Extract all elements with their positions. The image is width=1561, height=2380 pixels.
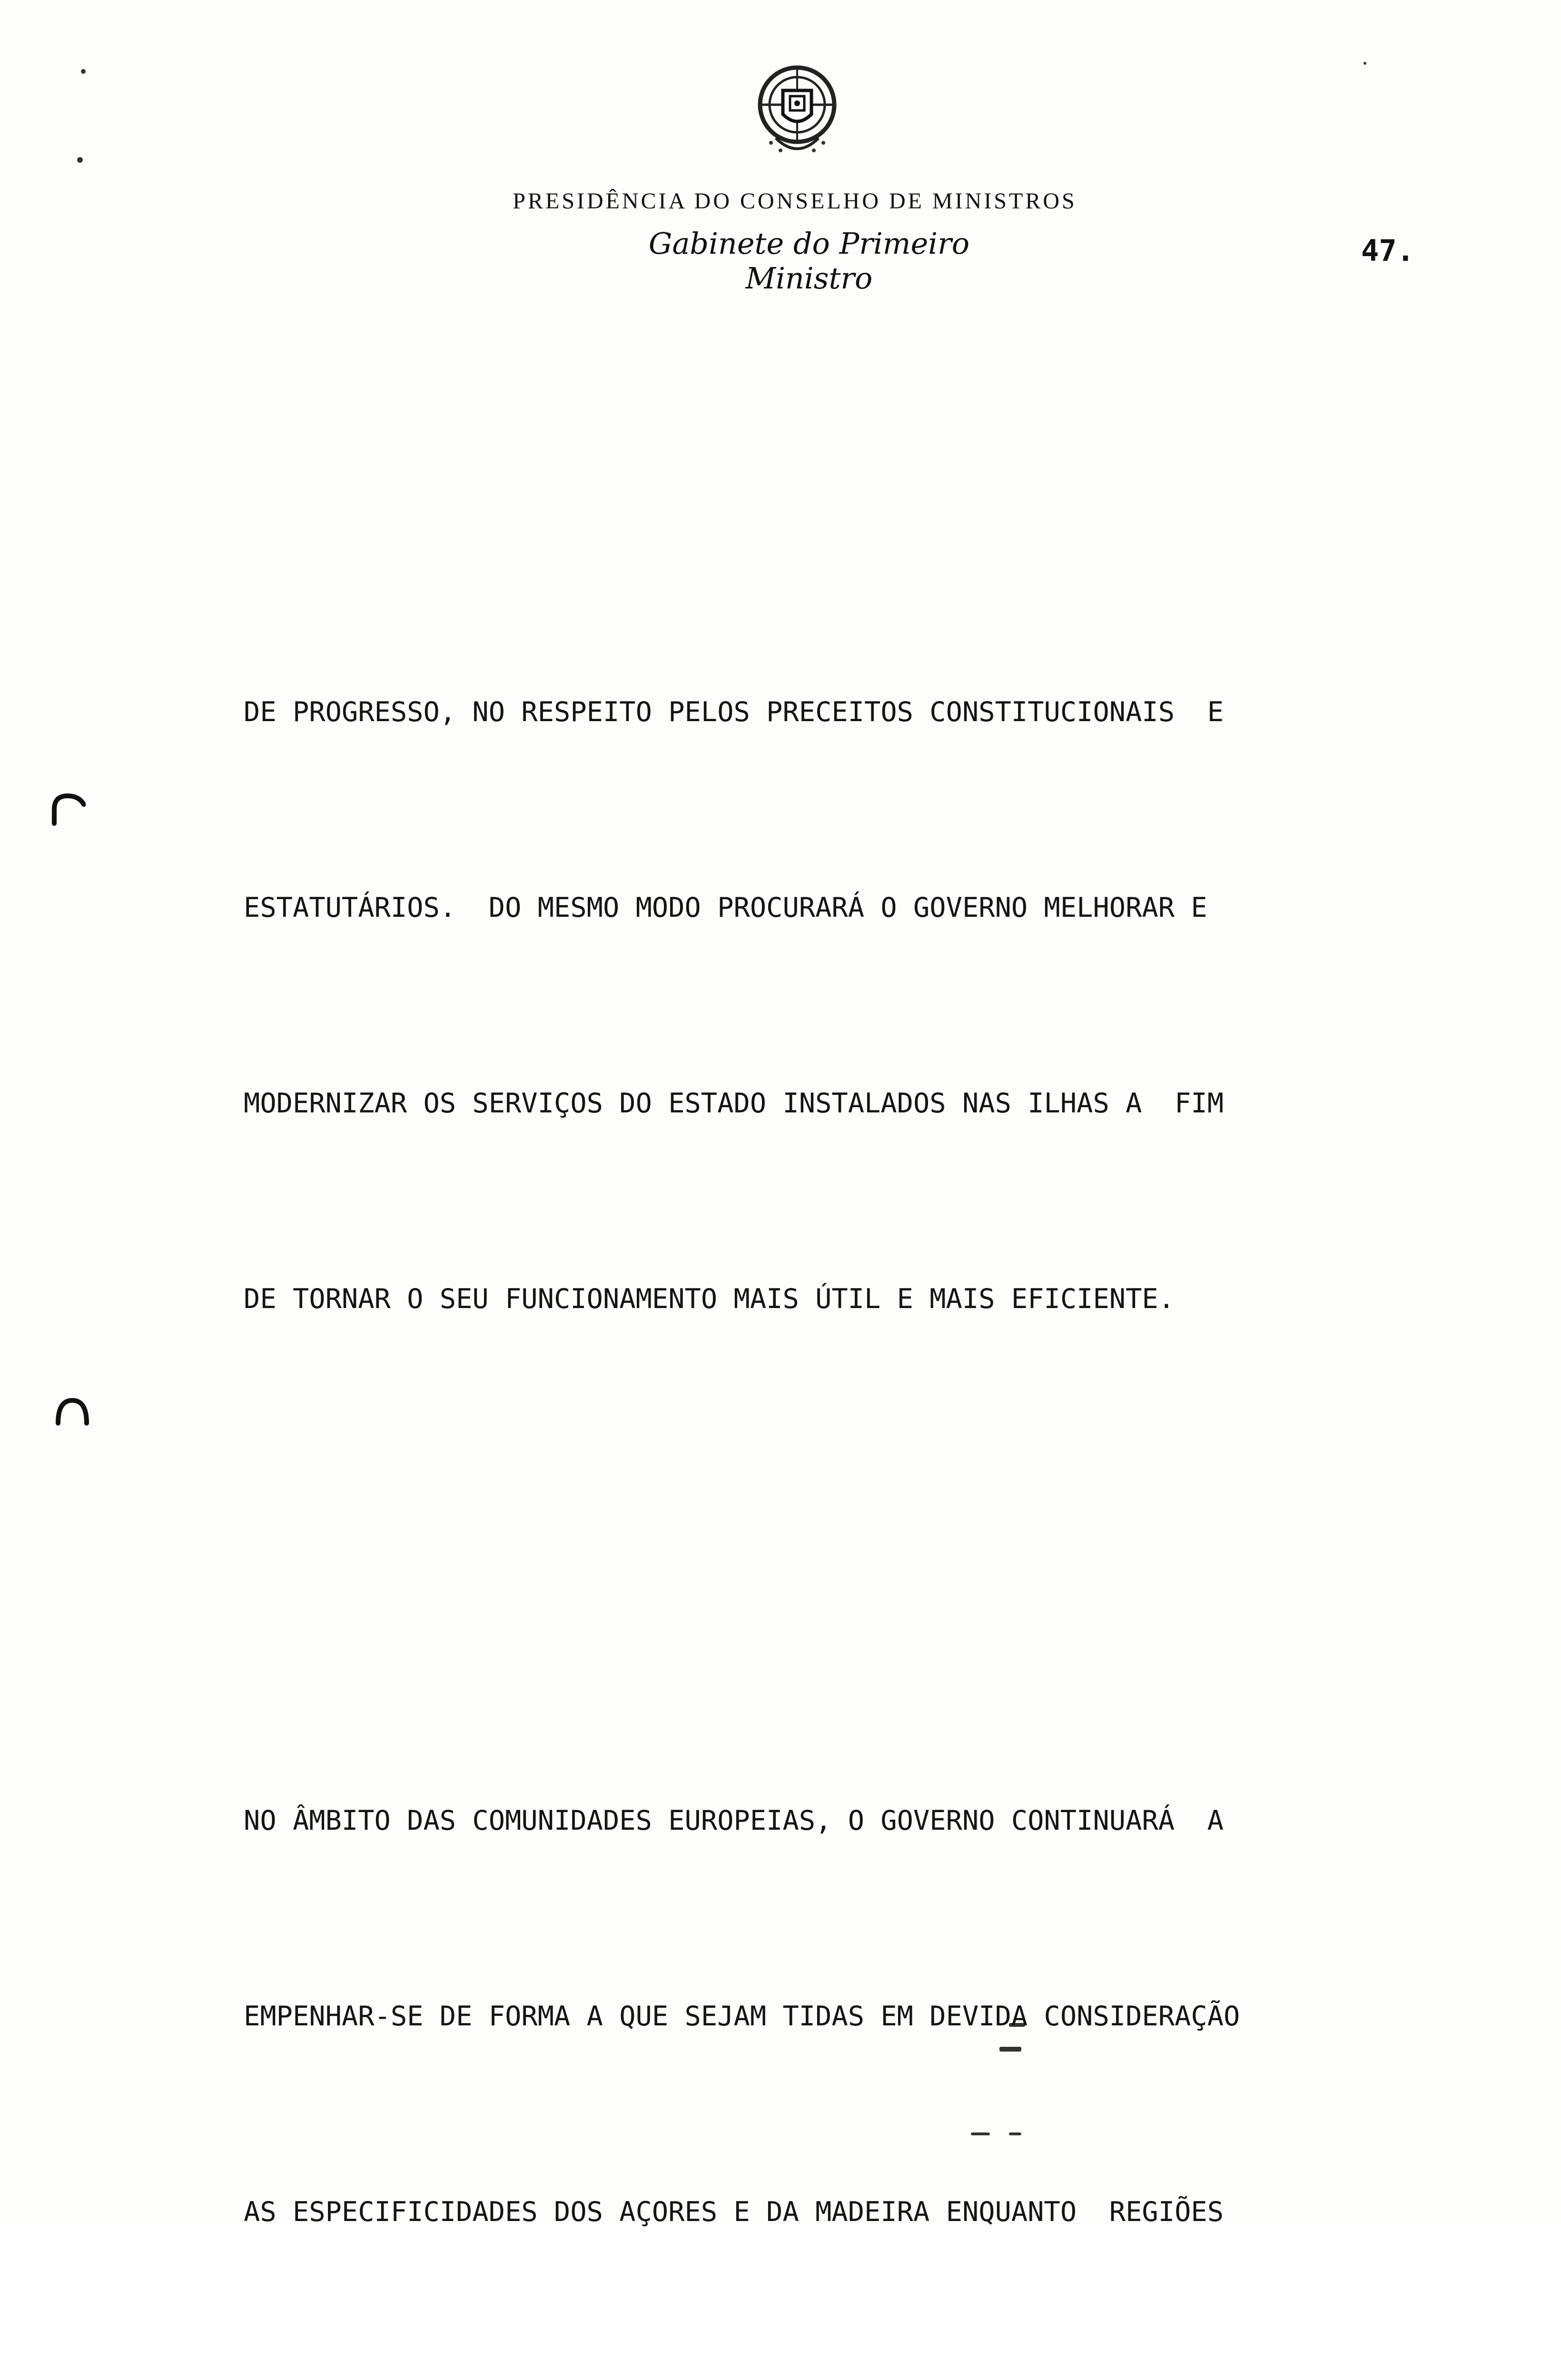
paragraph-1	[244, 549, 1500, 1462]
speck	[81, 69, 86, 74]
header-title: PRESIDÊNCIA DO CONSELHO DE MINISTROS	[513, 188, 1077, 214]
page-number: 47.	[1361, 233, 1414, 268]
punch-hole-bottom-icon	[53, 1395, 91, 1433]
punch-hole-top-icon	[48, 790, 86, 828]
text-line: ESTATUTÁRIOS. DO MESMO MODO PROCURARÁ O GOVERNO MELHORAR E	[244, 892, 1207, 923]
text-line: NO ÂMBITO DAS COMUNIDADES EUROPEIAS, O GOVERNO CONTINUARÁ A	[244, 1805, 1224, 1836]
document-body	[244, 419, 1500, 2380]
paragraph-2	[244, 1658, 1500, 2380]
text-line	[244, 2375, 1500, 2380]
speck	[77, 157, 83, 163]
text-line: DE TORNAR O SEU FUNCIONAMENTO MAIS ÚTIL E MAIS EFICIENTE.	[244, 1283, 1175, 1315]
speck	[1363, 62, 1366, 65]
header-subtitle: Gabinete do Primeiro Ministro	[648, 226, 970, 296]
text-line: DE PROGRESSO, NO RESPEITO PELOS PRECEITOS CONSTITUCIONAIS E	[244, 696, 1224, 728]
text-line: EMPENHAR-SE DE FORMA A QUE SEJAM TIDAS EM DEVIDA CONSIDERAÇÃO	[244, 2001, 1240, 2032]
coat-of-arms-icon	[742, 57, 852, 167]
text-line: MODERNIZAR OS SERVIÇOS DO ESTADO INSTALADOS NAS ILHAS A FIM	[244, 1088, 1224, 1119]
text-line: AS ESPECIFICIDADES DOS AÇORES E DA MADEIRA ENQUANTO REGIÕES	[244, 2196, 1224, 2228]
